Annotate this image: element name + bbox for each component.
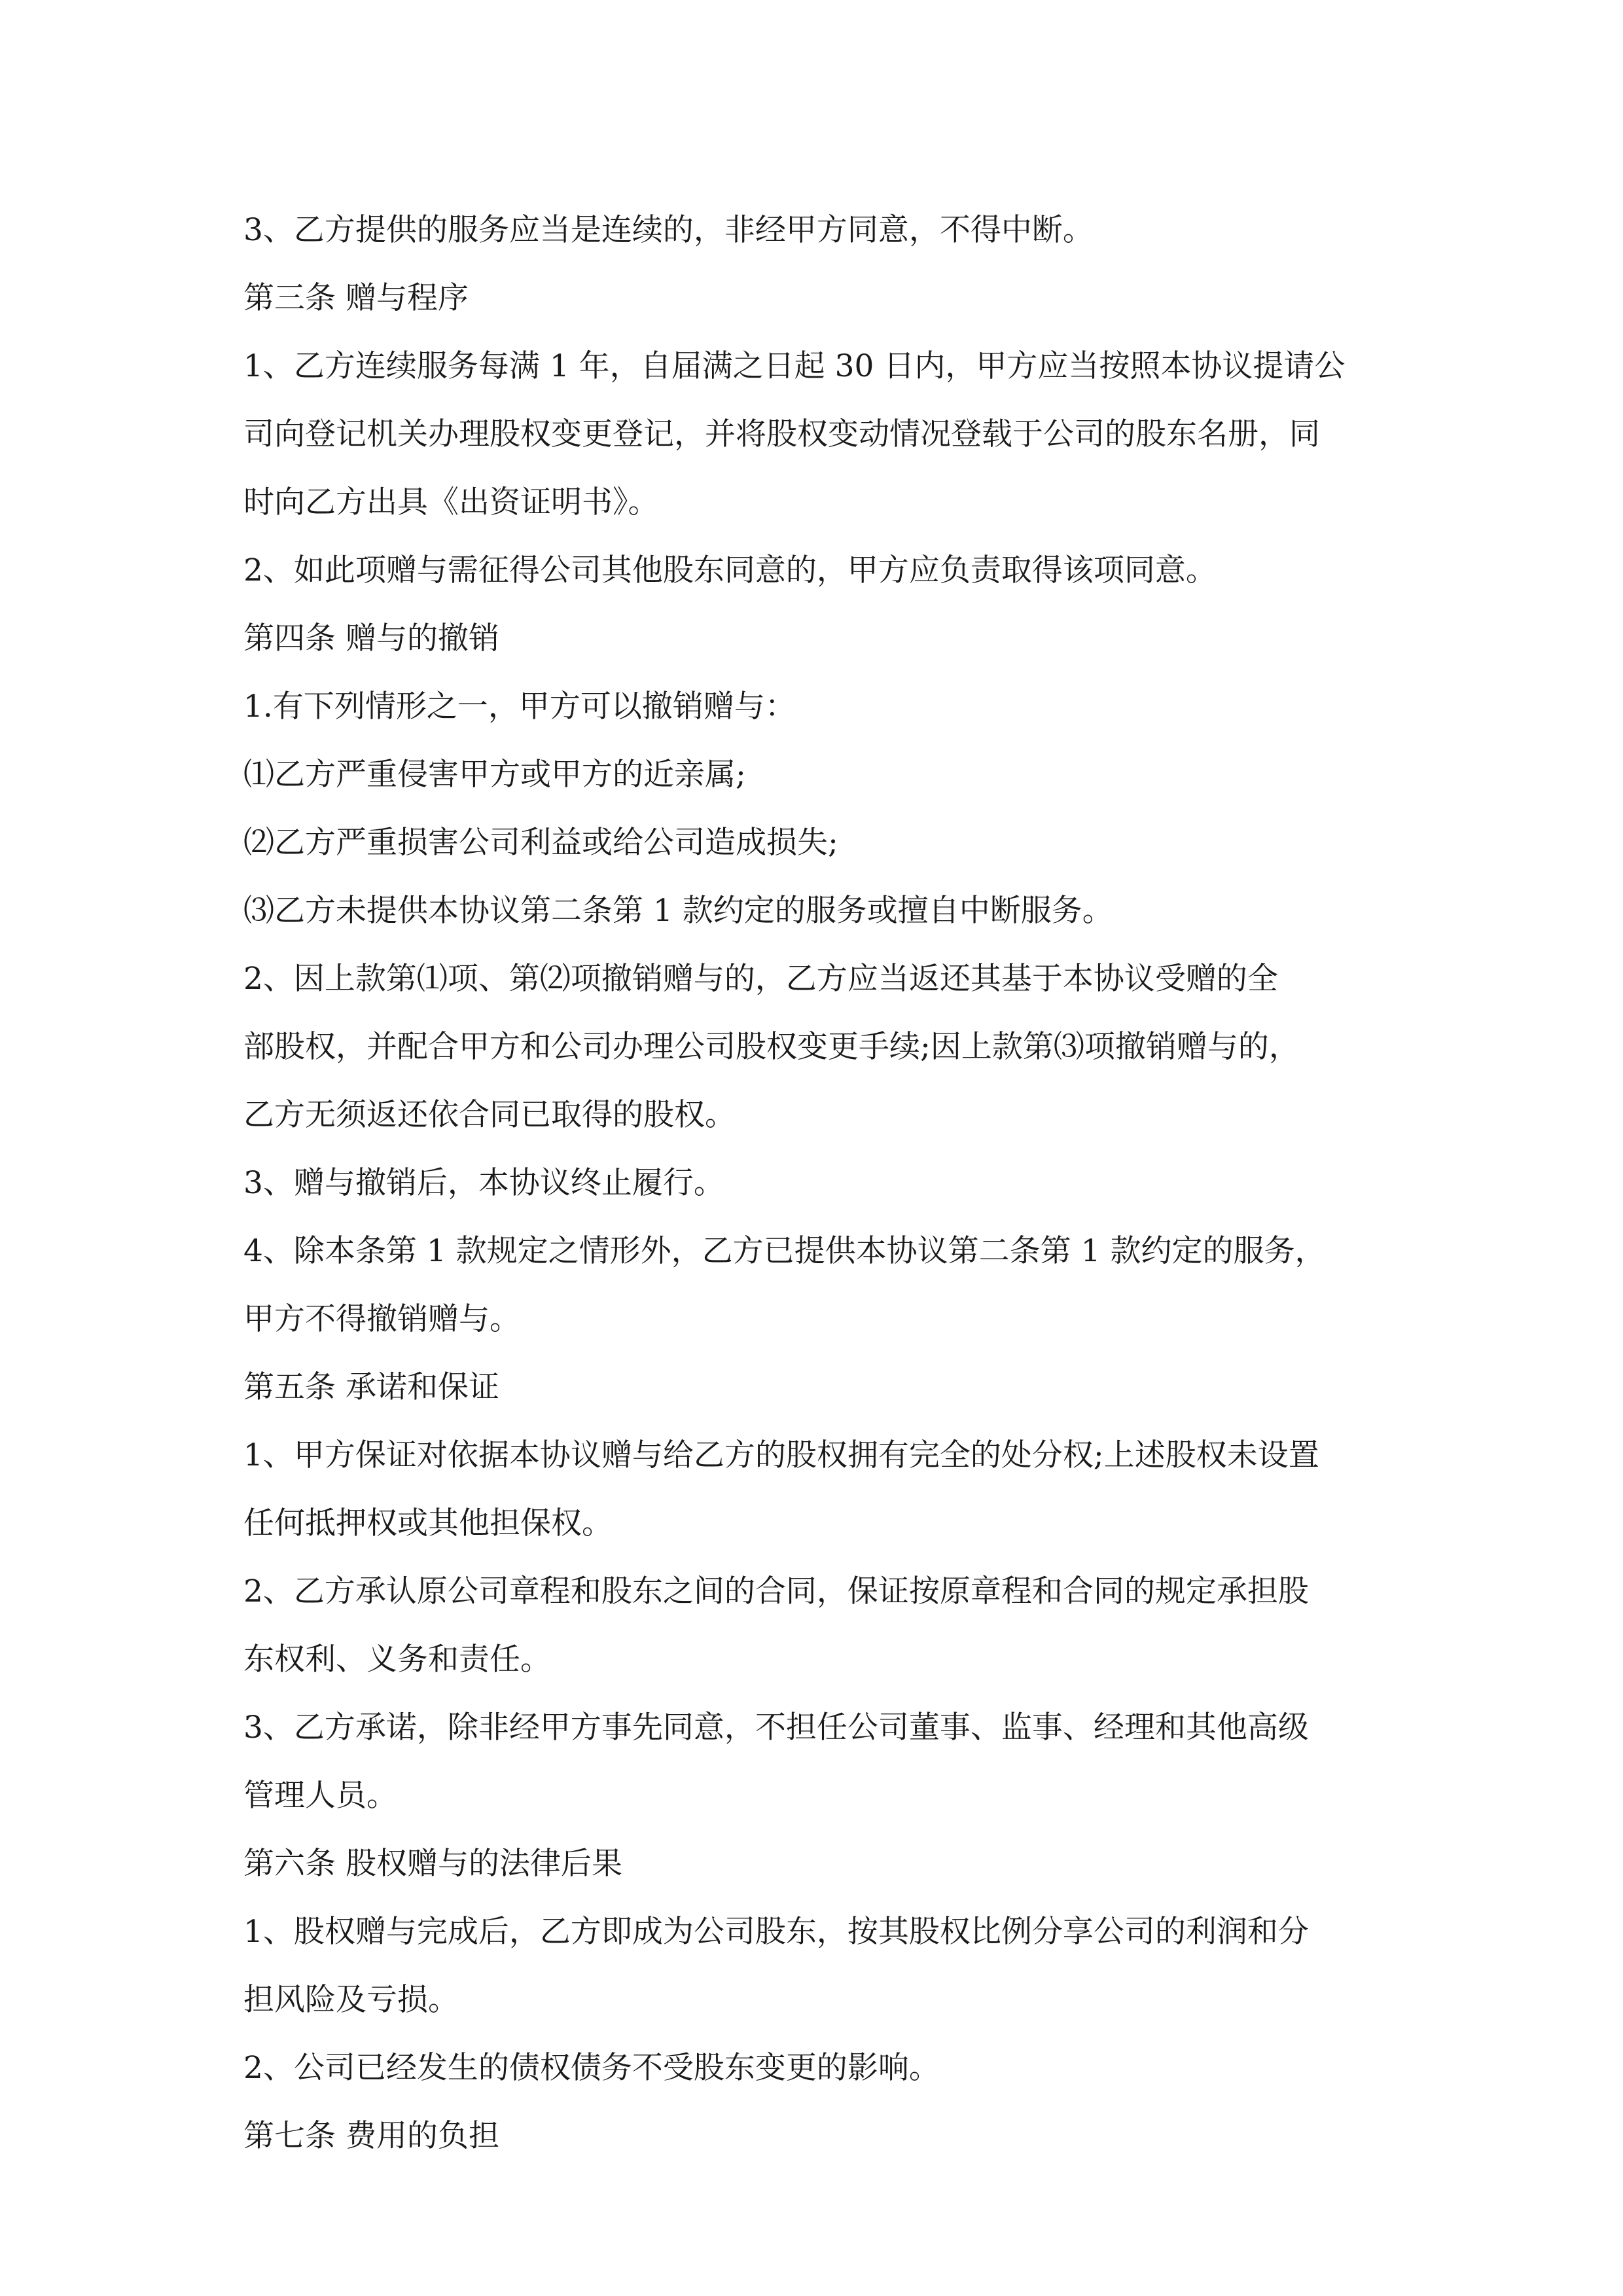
section-heading: 第六条 股权赠与的法律后果: [243, 1846, 622, 1882]
section-heading: 第五条 承诺和保证: [243, 1369, 499, 1405]
text-line: 东权利、义务和责任。: [243, 1641, 551, 1677]
text-line: 管理人员。: [243, 1778, 397, 1814]
text-line: 1、甲方保证对依据本协议赠与给乙方的股权拥有完全的处分权;上述股权未设置: [243, 1437, 1319, 1473]
text-line: 3、赠与撤销后，本协议终止履行。: [243, 1165, 724, 1201]
text-line: 担风险及亏损。: [243, 1982, 459, 2018]
document-body: [243, 196, 1395, 2170]
text-line: 乙方无须返还依合同已取得的股权。: [243, 1097, 736, 1133]
section-heading: 第三条 赠与程序: [243, 280, 469, 316]
text-line: 1、股权赠与完成后，乙方即成为公司股东，按其股权比例分享公司的利润和分: [243, 1914, 1309, 1950]
text-line: ⑶乙方未提供本协议第二条第 1 款约定的服务或擅自中断服务。: [243, 893, 1113, 929]
text-line: 司向登记机关办理股权变更登记，并将股权变动情况登载于公司的股东名册，同: [243, 416, 1320, 452]
text-line: ⑵乙方严重损害公司利益或给公司造成损失;: [243, 825, 838, 861]
text-line: 部股权，并配合甲方和公司办理公司股权变更手续;因上款第⑶项撤销赠与的，: [243, 1029, 1300, 1065]
text-line: 1、乙方连续服务每满 1 年，自届满之日起 30 日内，甲方应当按照本协议提请公: [243, 348, 1346, 384]
text-line: 甲方不得撤销赠与。: [243, 1301, 520, 1337]
text-line: 3、乙方提供的服务应当是连续的，非经甲方同意，不得中断。: [243, 212, 1094, 248]
text-line: ⑴乙方严重侵害甲方或甲方的近亲属;: [243, 757, 746, 793]
text-line: 2、因上款第⑴项、第⑵项撤销赠与的，乙方应当返还其基于本协议受赠的全: [243, 961, 1278, 997]
text-line: 3、乙方承诺，除非经甲方事先同意，不担任公司董事、监事、经理和其他高级: [243, 1710, 1309, 1746]
section-heading: 第四条 赠与的撤销: [243, 620, 499, 656]
text-line: 时向乙方出具《出资证明书》。: [243, 484, 659, 520]
text-line: 4、除本条第 1 款规定之情形外，乙方已提供本协议第二条第 1 款约定的服务，: [243, 1233, 1326, 1269]
section-heading: 第七条 费用的负担: [243, 2118, 499, 2154]
text-line: 2、如此项赠与需征得公司其他股东同意的，甲方应负责取得该项同意。: [243, 552, 1217, 588]
text-line: 2、乙方承认原公司章程和股东之间的合同，保证按原章程和合同的规定承担股: [243, 1573, 1309, 1609]
text-line: 任何抵押权或其他担保权。: [243, 1505, 613, 1541]
text-line: 1.有下列情形之一，甲方可以撤销赠与：: [243, 689, 796, 725]
text-line: 2、公司已经发生的债权债务不受股东变更的影响。: [243, 2050, 940, 2086]
